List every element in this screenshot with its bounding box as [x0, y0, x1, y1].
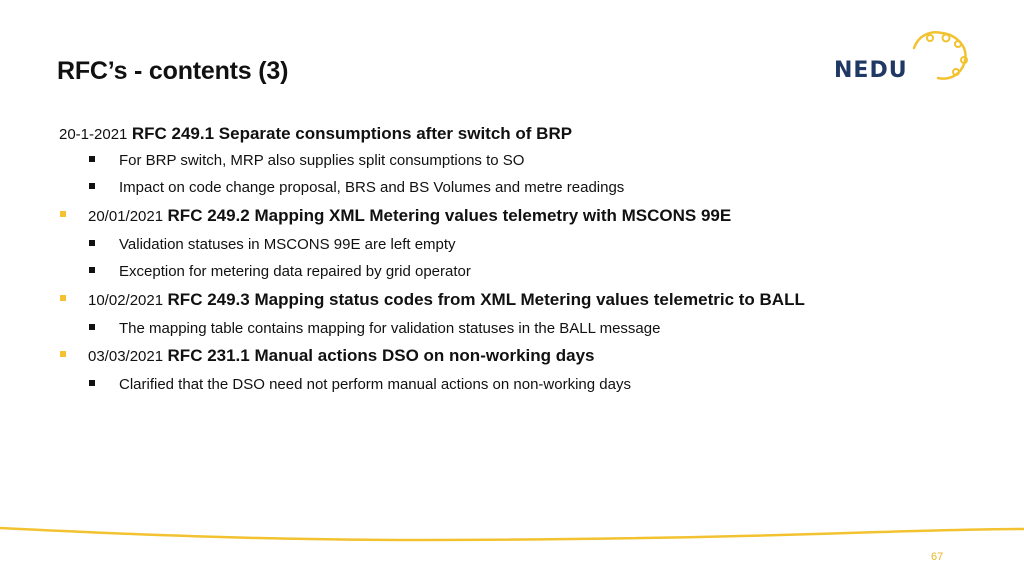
bullet-icon [60, 351, 66, 357]
rfc-date: 10/02/2021 [88, 292, 164, 309]
rfc-subitem: Exception for metering data repaired by grid operator [119, 263, 471, 280]
rfc-heading: RFC 249.3 Mapping status codes from XML Metering values telemetric to BALL [167, 290, 805, 309]
rfc-item [88, 290, 805, 310]
rfc-date: 20-1-2021 [59, 126, 128, 143]
sub-bullet-icon [89, 183, 95, 189]
sub-bullet-icon [89, 240, 95, 246]
rfc-item [59, 124, 572, 144]
rfc-subitem: Impact on code change proposal, BRS and BS Volumes and metre readings [119, 179, 625, 196]
rfc-date: 03/03/2021 [88, 348, 164, 365]
sub-bullet-icon [89, 267, 95, 273]
sub-bullet-icon [89, 156, 95, 162]
bullet-icon [60, 295, 66, 301]
rfc-heading: RFC 231.1 Manual actions DSO on non-working days [167, 346, 595, 365]
logo-mark-icon [908, 28, 972, 86]
rfc-item [88, 346, 595, 366]
sub-bullet-icon [89, 380, 95, 386]
rfc-date: 20/01/2021 [88, 208, 164, 225]
bullet-icon [60, 211, 66, 217]
rfc-heading: RFC 249.1 Separate consumptions after switch of BRP [131, 124, 573, 143]
slide-title: RFC’s - contents (3) [57, 57, 289, 85]
sub-bullet-icon [89, 324, 95, 330]
footer-wave-line [0, 520, 1024, 550]
rfc-subitem: The mapping table contains mapping for validation statuses in the BALL message [119, 320, 661, 337]
logo-text: NEDU [834, 58, 908, 83]
rfc-subitem: For BRP switch, MRP also supplies split consumptions to SO [119, 152, 525, 169]
rfc-item [88, 206, 731, 226]
rfc-subitem: Clarified that the DSO need not perform manual actions on non-working days [119, 376, 631, 393]
rfc-subitem: Validation statuses in MSCONS 99E are left empty [119, 236, 456, 253]
nedu-logo [832, 28, 972, 88]
rfc-heading: RFC 249.2 Mapping XML Metering values telemetry with MSCONS 99E [167, 206, 732, 225]
page-number: 67 [931, 551, 944, 563]
